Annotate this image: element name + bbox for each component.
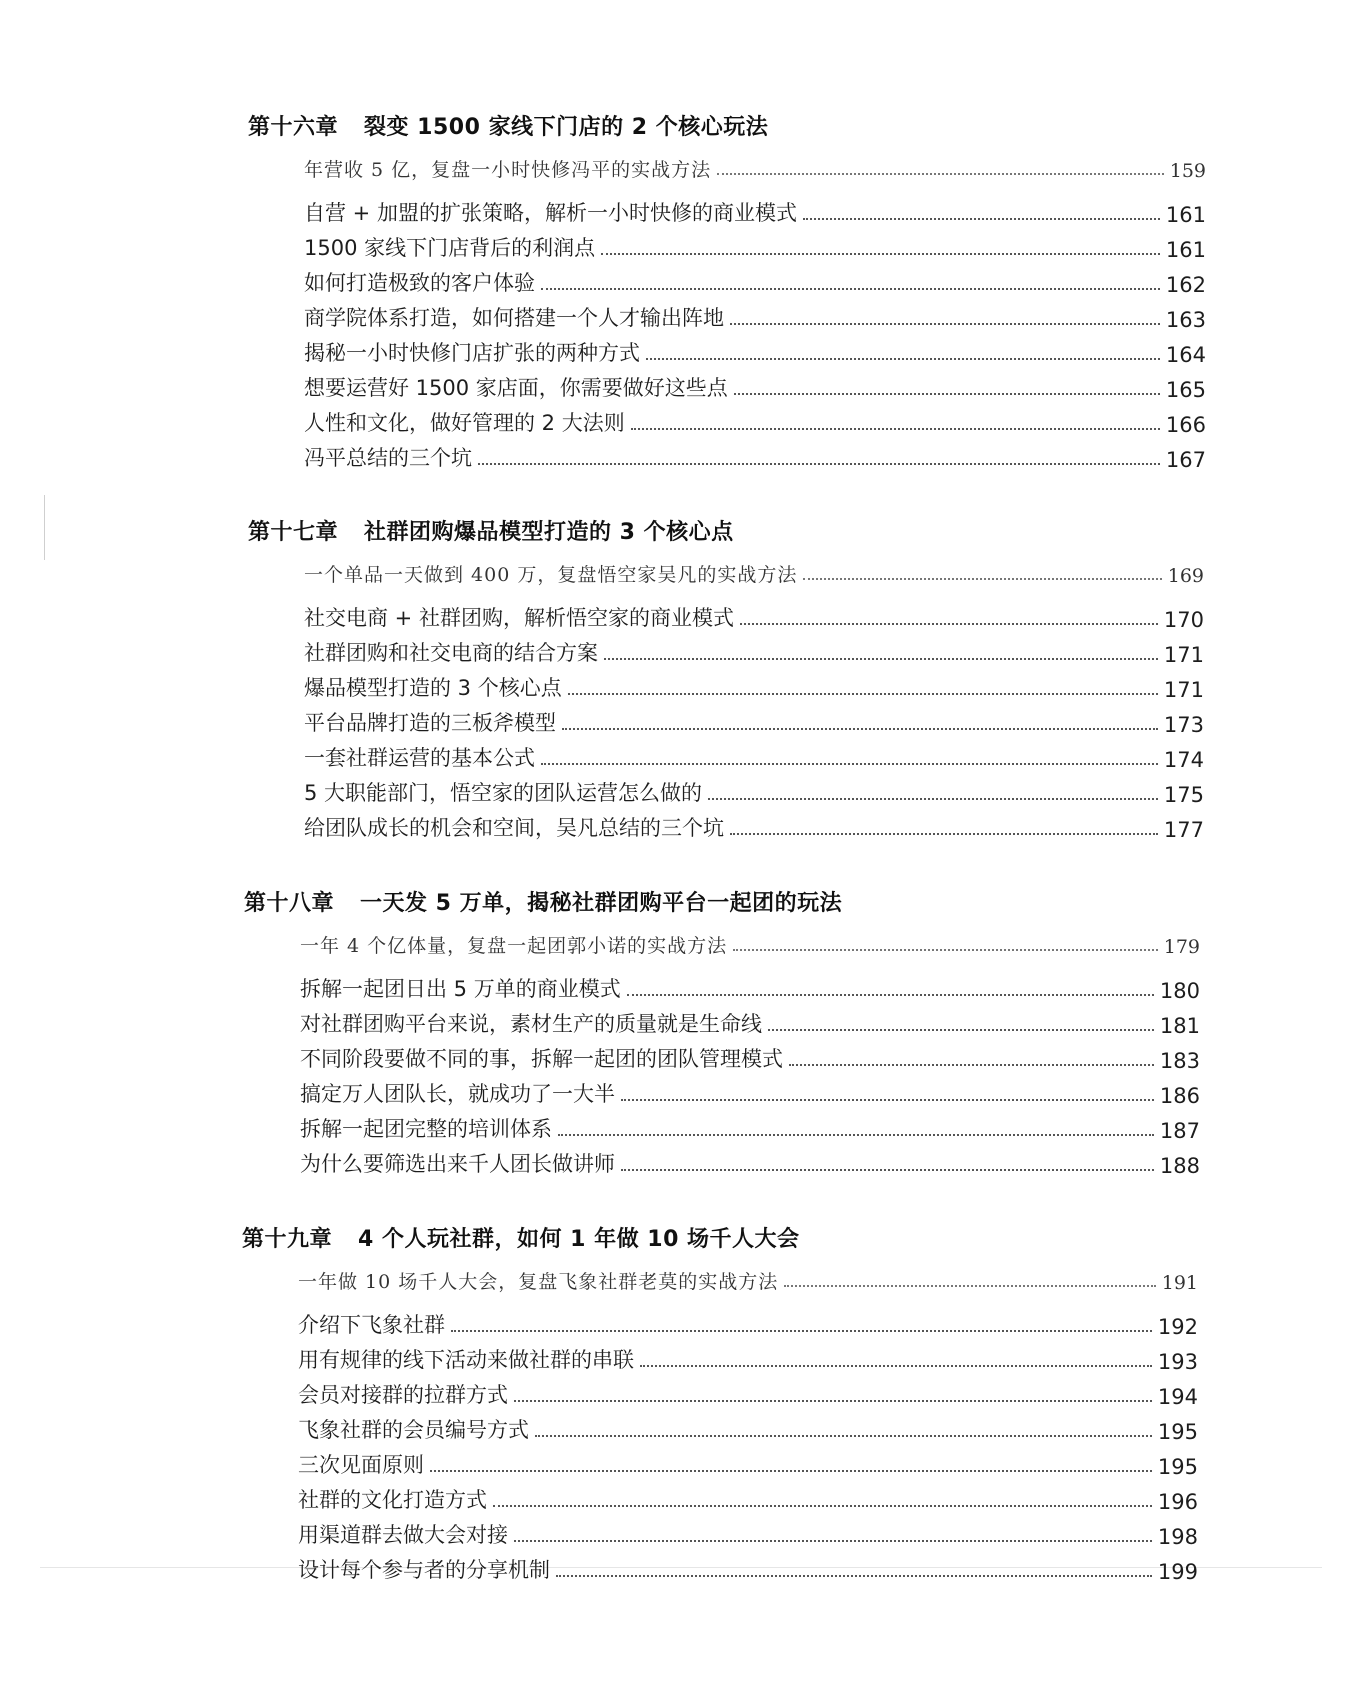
entry-title: 想要运营好 1500 家店面，你需要做好这些点 xyxy=(304,376,728,400)
leader-dots xyxy=(541,288,1160,290)
toc-entry[interactable] xyxy=(248,332,1206,367)
toc-entry[interactable] xyxy=(248,807,1204,842)
entry-title: 5 大职能部门，悟空家的团队运营怎么做的 xyxy=(304,781,703,805)
toc-entry[interactable] xyxy=(248,227,1206,262)
leader-dots xyxy=(803,578,1161,580)
entry-title: 对社群团购平台来说，素材生产的质量就是生命线 xyxy=(300,1012,762,1036)
chapter-summary[interactable] xyxy=(248,553,1204,587)
entry-title: 为什么要筛选出来千人团长做讲师 xyxy=(300,1152,615,1176)
leader-dots xyxy=(514,1400,1152,1402)
page-number: 171 xyxy=(1163,643,1204,667)
chapter-title: 4 个人玩社群，如何 1 年做 10 场千人大会 xyxy=(358,1227,800,1252)
leader-dots xyxy=(733,949,1158,951)
toc-entry[interactable] xyxy=(244,968,1200,1003)
leader-dots xyxy=(621,1169,1154,1171)
chapter-heading xyxy=(248,108,1206,148)
chapter-19 xyxy=(242,1220,1198,1584)
leader-dots xyxy=(535,1435,1152,1437)
entry-title: 用有规律的线下活动来做社群的串联 xyxy=(298,1348,634,1372)
entry-title: 不同阶段要做不同的事，拆解一起团的团队管理模式 xyxy=(300,1047,783,1071)
entry-title: 自营 + 加盟的扩张策略，解析一小时快修的商业模式 xyxy=(304,201,797,225)
toc-entry[interactable] xyxy=(242,1549,1198,1584)
entry-title: 1500 家线下门店背后的利润点 xyxy=(304,236,596,260)
entry-title: 人性和文化，做好管理的 2 大法则 xyxy=(304,411,625,435)
leader-dots xyxy=(784,1285,1155,1287)
page-number: 159 xyxy=(1169,160,1206,182)
leader-dots xyxy=(708,798,1158,800)
page-number: 164 xyxy=(1165,343,1206,367)
chapter-number: 第十九章 xyxy=(242,1227,333,1252)
leader-dots xyxy=(558,1134,1154,1136)
page-number: 195 xyxy=(1157,1455,1198,1479)
summary-text: 年营收 5 亿，复盘一小时快修冯平的实战方法 xyxy=(304,159,712,181)
toc-entry[interactable] xyxy=(242,1444,1198,1479)
toc-entry[interactable] xyxy=(248,667,1204,702)
chapter-heading xyxy=(242,1220,1198,1260)
chapter-title: 裂变 1500 家线下门店的 2 个核心玩法 xyxy=(364,115,769,140)
page-number: 173 xyxy=(1163,713,1204,737)
toc-entry[interactable] xyxy=(248,437,1206,472)
toc-entry[interactable] xyxy=(242,1339,1198,1374)
page-number: 170 xyxy=(1163,608,1204,632)
entry-title: 社群团购和社交电商的结合方案 xyxy=(304,641,598,665)
toc-entry[interactable] xyxy=(248,192,1206,227)
page-number: 199 xyxy=(1157,1560,1198,1584)
page-number: 188 xyxy=(1159,1154,1200,1178)
page-number: 161 xyxy=(1165,203,1206,227)
page-number: 191 xyxy=(1161,1272,1198,1294)
toc-entry[interactable] xyxy=(248,367,1206,402)
leader-dots xyxy=(478,463,1160,465)
toc-entry[interactable] xyxy=(248,597,1204,632)
leader-dots xyxy=(493,1505,1152,1507)
toc-entry[interactable] xyxy=(244,1003,1200,1038)
scan-artifact-line xyxy=(44,495,45,560)
leader-dots xyxy=(601,253,1160,255)
leader-dots xyxy=(541,763,1158,765)
entry-title: 用渠道群去做大会对接 xyxy=(298,1523,508,1547)
entry-title: 拆解一起团日出 5 万单的商业模式 xyxy=(300,977,621,1001)
leader-dots xyxy=(789,1064,1154,1066)
chapter-heading xyxy=(248,513,1204,553)
page-number: 163 xyxy=(1165,308,1206,332)
toc-entry[interactable] xyxy=(242,1479,1198,1514)
toc-entry[interactable] xyxy=(242,1409,1198,1444)
chapter-18 xyxy=(244,884,1200,1178)
leader-dots xyxy=(740,623,1158,625)
page-number: 194 xyxy=(1157,1385,1198,1409)
leader-dots xyxy=(730,833,1158,835)
page-number: 179 xyxy=(1163,936,1200,958)
summary-text: 一个单品一天做到 400 万，复盘悟空家吴凡的实战方法 xyxy=(304,564,798,586)
toc-entry[interactable] xyxy=(244,1143,1200,1178)
entry-title: 拆解一起团完整的培训体系 xyxy=(300,1117,552,1141)
entry-title: 设计每个参与者的分享机制 xyxy=(298,1558,550,1582)
toc-entry[interactable] xyxy=(248,402,1206,437)
leader-dots xyxy=(604,658,1158,660)
chapter-16 xyxy=(248,108,1206,472)
chapter-17 xyxy=(248,513,1204,842)
chapter-heading xyxy=(244,884,1200,924)
leader-dots xyxy=(627,994,1154,996)
page-number: 198 xyxy=(1157,1525,1198,1549)
page-number: 193 xyxy=(1157,1350,1198,1374)
entry-title: 社交电商 + 社群团购，解析悟空家的商业模式 xyxy=(304,606,734,630)
chapter-summary[interactable] xyxy=(248,148,1206,182)
leader-dots xyxy=(514,1540,1152,1542)
leader-dots xyxy=(568,693,1158,695)
summary-text: 一年 4 个亿体量，复盘一起团郭小诺的实战方法 xyxy=(300,935,728,957)
leader-dots xyxy=(730,323,1160,325)
page-number: 186 xyxy=(1159,1084,1200,1108)
toc-entry[interactable] xyxy=(248,262,1206,297)
page-number: 192 xyxy=(1157,1315,1198,1339)
summary-text: 一年做 10 场千人大会，复盘飞象社群老莫的实战方法 xyxy=(298,1271,779,1293)
chapter-title: 社群团购爆品模型打造的 3 个核心点 xyxy=(364,520,734,545)
toc-entry[interactable] xyxy=(242,1304,1198,1339)
entry-title: 飞象社群的会员编号方式 xyxy=(298,1418,529,1442)
leader-dots xyxy=(646,358,1160,360)
chapter-summary[interactable] xyxy=(244,924,1200,958)
leader-dots xyxy=(631,428,1160,430)
toc-entry[interactable] xyxy=(248,772,1204,807)
leader-dots xyxy=(803,218,1160,220)
page-number: 174 xyxy=(1163,748,1204,772)
page-number: 187 xyxy=(1159,1119,1200,1143)
page-number: 162 xyxy=(1165,273,1206,297)
entry-title: 一套社群运营的基本公式 xyxy=(304,746,535,770)
page-number: 177 xyxy=(1163,818,1204,842)
page-number: 195 xyxy=(1157,1420,1198,1444)
toc-entry[interactable] xyxy=(242,1374,1198,1409)
entry-title: 会员对接群的拉群方式 xyxy=(298,1383,508,1407)
toc-entry[interactable] xyxy=(248,737,1204,772)
chapter-number: 第十七章 xyxy=(248,520,339,545)
entry-title: 三次见面原则 xyxy=(298,1453,424,1477)
leader-dots xyxy=(562,728,1158,730)
page-number: 161 xyxy=(1165,238,1206,262)
leader-dots xyxy=(430,1470,1152,1472)
leader-dots xyxy=(734,393,1160,395)
entry-title: 社群的文化打造方式 xyxy=(298,1488,487,1512)
toc-entry[interactable] xyxy=(242,1514,1198,1549)
leader-dots xyxy=(556,1575,1152,1577)
page-number: 169 xyxy=(1167,565,1204,587)
page-number: 167 xyxy=(1165,448,1206,472)
leader-dots xyxy=(640,1365,1152,1367)
page-number: 183 xyxy=(1159,1049,1200,1073)
page-number: 165 xyxy=(1165,378,1206,402)
entry-title: 揭秘一小时快修门店扩张的两种方式 xyxy=(304,341,640,365)
toc-entry[interactable] xyxy=(244,1038,1200,1073)
page-number: 180 xyxy=(1159,979,1200,1003)
leader-dots xyxy=(768,1029,1154,1031)
entry-title: 商学院体系打造，如何搭建一个人才输出阵地 xyxy=(304,306,724,330)
chapter-title: 一天发 5 万单，揭秘社群团购平台一起团的玩法 xyxy=(360,891,843,916)
leader-dots xyxy=(621,1099,1154,1101)
toc-entry[interactable] xyxy=(244,1073,1200,1108)
toc-entry[interactable] xyxy=(248,297,1206,332)
leader-dots xyxy=(451,1330,1152,1332)
leader-dots xyxy=(717,173,1164,175)
entry-title: 如何打造极致的客户体验 xyxy=(304,271,535,295)
entry-title: 冯平总结的三个坑 xyxy=(304,446,472,470)
page-number: 171 xyxy=(1163,678,1204,702)
entry-title: 搞定万人团队长，就成功了一大半 xyxy=(300,1082,615,1106)
page-number: 175 xyxy=(1163,783,1204,807)
entry-title: 爆品模型打造的 3 个核心点 xyxy=(304,676,562,700)
toc-entry[interactable] xyxy=(248,632,1204,667)
page-number: 196 xyxy=(1157,1490,1198,1514)
toc-entry[interactable] xyxy=(248,702,1204,737)
toc-entry[interactable] xyxy=(244,1108,1200,1143)
page-number: 181 xyxy=(1159,1014,1200,1038)
entry-title: 介绍下飞象社群 xyxy=(298,1313,445,1337)
entry-title: 平台品牌打造的三板斧模型 xyxy=(304,711,556,735)
chapter-number: 第十八章 xyxy=(244,891,335,916)
chapter-summary[interactable] xyxy=(242,1260,1198,1294)
chapter-number: 第十六章 xyxy=(248,115,339,140)
entry-title: 给团队成长的机会和空间，吴凡总结的三个坑 xyxy=(304,816,724,840)
page-number: 166 xyxy=(1165,413,1206,437)
